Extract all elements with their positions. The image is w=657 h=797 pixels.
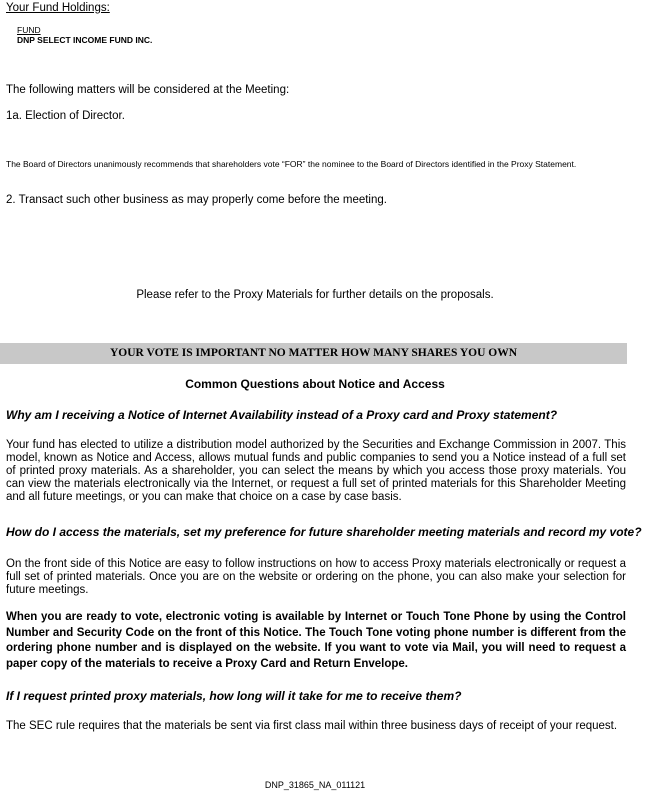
- refer-note: Please refer to the Proxy Materials for further details on the proposals.: [136, 289, 494, 301]
- faq-question-2: How do I access the materials, set my preference for future shareholder meeting materials and record my vote?: [6, 525, 642, 539]
- vote-important-banner: YOUR VOTE IS IMPORTANT NO MATTER HOW MANY SHARES YOU OWN: [0, 343, 627, 364]
- faq-answer-2-voting: When you are ready to vote, electronic voting is available by Internet or Touch Tone Phone by using the Control Number and Security Code on the front of this Notice. The Touch Tone voting phone number is different from the ordering phone number and is displayed on the website. If you want to vote via Mail, you will need to request a paper copy of the materials to receive a Proxy Card and Return Envelope.: [6, 611, 626, 670]
- fund-name: DNP SELECT INCOME FUND INC.: [17, 35, 153, 45]
- faq-answer-3: The SEC rule requires that the materials be sent via first class mail within three business days of receipt of your request.: [6, 720, 618, 732]
- faq-answer-1: Your fund has elected to utilize a distribution model authorized by the Securities and Exchange Commission in 2007. This model, known as Notice and Access, allows mutual funds and public companies to send you a Notice instead of a full set of printed proxy materials. As a shareholder, you can select the means by which you access those proxy materials. You can view the materials electronically via the Internet, or request a full set of printed materials for this Shareholder Meeting and all future meetings, or you can make that choice on a case by case basis.: [6, 439, 626, 503]
- faq-answer-2: On the front side of this Notice are easy to follow instructions on how to access Proxy materials electronically or request a full set of printed materials. Once you are on the website or ordering on the phone, you can also make your selection for future meetings.: [6, 558, 626, 596]
- fund-column-header: FUND: [17, 25, 41, 35]
- meeting-intro: The following matters will be considered at the Meeting:: [6, 84, 290, 96]
- document-code-footer: DNP_31865_NA_011121: [264, 780, 366, 790]
- faq-title: Common Questions about Notice and Access: [185, 377, 445, 391]
- fund-holdings-heading: Your Fund Holdings:: [6, 2, 110, 14]
- board-recommendation: The Board of Directors unanimously recommends that shareholders vote “FOR” the nominee to the Board of Directors identified in the Proxy Statement.: [6, 159, 577, 169]
- faq-question-1: Why am I receiving a Notice of Internet Availability instead of a Proxy card and Proxy statement?: [6, 408, 558, 422]
- faq-question-3: If I request printed proxy materials, how long will it take for me to receive them?: [6, 689, 462, 703]
- proposal-2: 2. Transact such other business as may properly come before the meeting.: [6, 194, 387, 206]
- proposal-1a: 1a. Election of Director.: [6, 110, 125, 122]
